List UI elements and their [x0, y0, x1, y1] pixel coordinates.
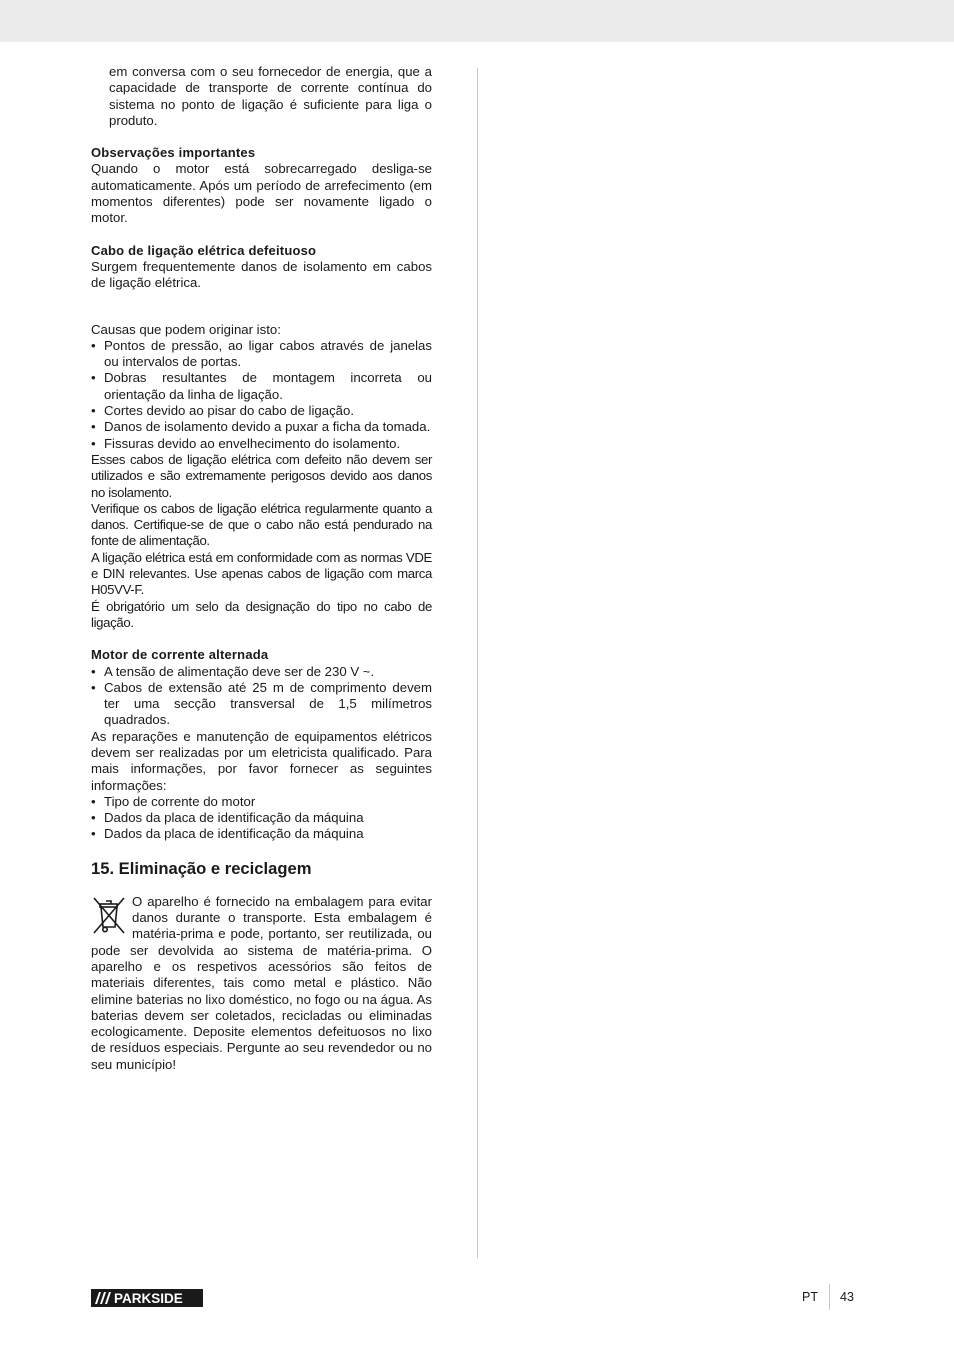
list-item: • A tensão de alimentação deve ser de 230 V ~.: [91, 664, 432, 680]
crossed-out-wheelie-bin-icon: [91, 895, 127, 935]
cabo-para3: A ligação elétrica está em conformidade com as normas VDE e DIN relevantes. Use apenas cabos de ligação com marca H05VV-F.: [91, 549, 432, 598]
motor-list: [91, 664, 432, 729]
motor-heading: Motor de corrente alternada: [91, 647, 269, 663]
cabo-para1: Esses cabos de ligação elétrica com defeito não devem ser utilizados e são extremamente perigosos devido aos danos no isolamento.: [91, 451, 432, 500]
list-item: • Dobras resultantes de montagem incorreta ou orientação da linha de ligação.: [91, 370, 432, 403]
cabo-para4: É obrigatório um selo da designação do tipo no cabo de ligação.: [91, 598, 432, 630]
list-item: • Cabos de extensão até 25 m de comprimento devem ter uma secção transversal de 1,5 milímetros quadrados.: [91, 680, 432, 729]
list-item: • Pontos de pressão, ao ligar cabos através de janelas ou intervalos de portas.: [91, 338, 432, 371]
motor-text: As reparações e manutenção de equipamentos elétricos devem ser realizadas por um eletricista qualificado. Para mais informações, por favor fornecer as seguintes informações:: [91, 728, 432, 793]
causes-intro: Causas que podem originar isto:: [91, 321, 281, 337]
section-15-title: 15. Eliminação e reciclagem: [91, 858, 312, 878]
list-item: • Dados da placa de identificação da máquina: [91, 826, 432, 842]
section-15-text: O aparelho é fornecido na embalagem para evitar danos durante o transporte. Esta embalagem é matéria-prima e pode, portanto, ser reutilizada, ou pode ser devolvida ao sistema de matéria-prima. O aparelho e os respetivos acessórios são feitos de materiais diferentes, tais como metal e plástico. Não elimine baterias no lixo doméstico, no fogo ou na água. As baterias devem ser coletados, recicladas ou eliminadas ecologicamente. Deposite elementos defeituosos no lixo de resíduos especiais. Pergunte ao seu revendedor ou no seu município!: [91, 893, 432, 1072]
motor-info-list: [91, 794, 432, 843]
recycling-block: [91, 894, 432, 1073]
logo-text: PARKSIDE: [114, 1291, 183, 1306]
intro-paragraph: em conversa com o seu fornecedor de energia, que a capacidade de transporte de corrente contínua do sistema no ponto de ligação é suficiente para liga o produto.: [109, 64, 432, 128]
causes-list: [91, 338, 432, 452]
page-number: 43: [840, 1290, 854, 1304]
top-band: [0, 0, 954, 42]
observacoes-heading: Observações importantes: [91, 145, 256, 161]
cabo-para2: Verifique os cabos de ligação elétrica regularmente quanto a danos. Certifique-se de que o cabo não está pendurado na fonte de alimentação.: [91, 500, 432, 549]
list-item: • Tipo de corrente do motor: [91, 794, 432, 810]
language-code: PT: [802, 1290, 818, 1304]
list-item: • Danos de isolamento devido a puxar a ficha da tomada.: [91, 419, 432, 435]
list-item: • Fissuras devido ao envelhecimento do isolamento.: [91, 436, 432, 452]
list-item: • Cortes devido ao pisar do cabo de ligação.: [91, 403, 432, 419]
list-item: • Dados da placa de identificação da máquina: [91, 810, 432, 826]
observacoes-text: Quando o motor está sobrecarregado desliga-se automaticamente. Após um período de arrefecimento (em momentos diferentes) pode ser novamente ligado o motor.: [91, 161, 432, 226]
footer-divider: [829, 1284, 830, 1310]
cabo-heading: Cabo de ligação elétrica defeituoso: [91, 242, 317, 258]
cabo-text: Surgem frequentemente danos de isolamento em cabos de ligação elétrica.: [91, 258, 432, 291]
left-column: [91, 64, 432, 1073]
parkside-logo: [91, 1289, 203, 1307]
column-divider: [477, 68, 478, 1258]
